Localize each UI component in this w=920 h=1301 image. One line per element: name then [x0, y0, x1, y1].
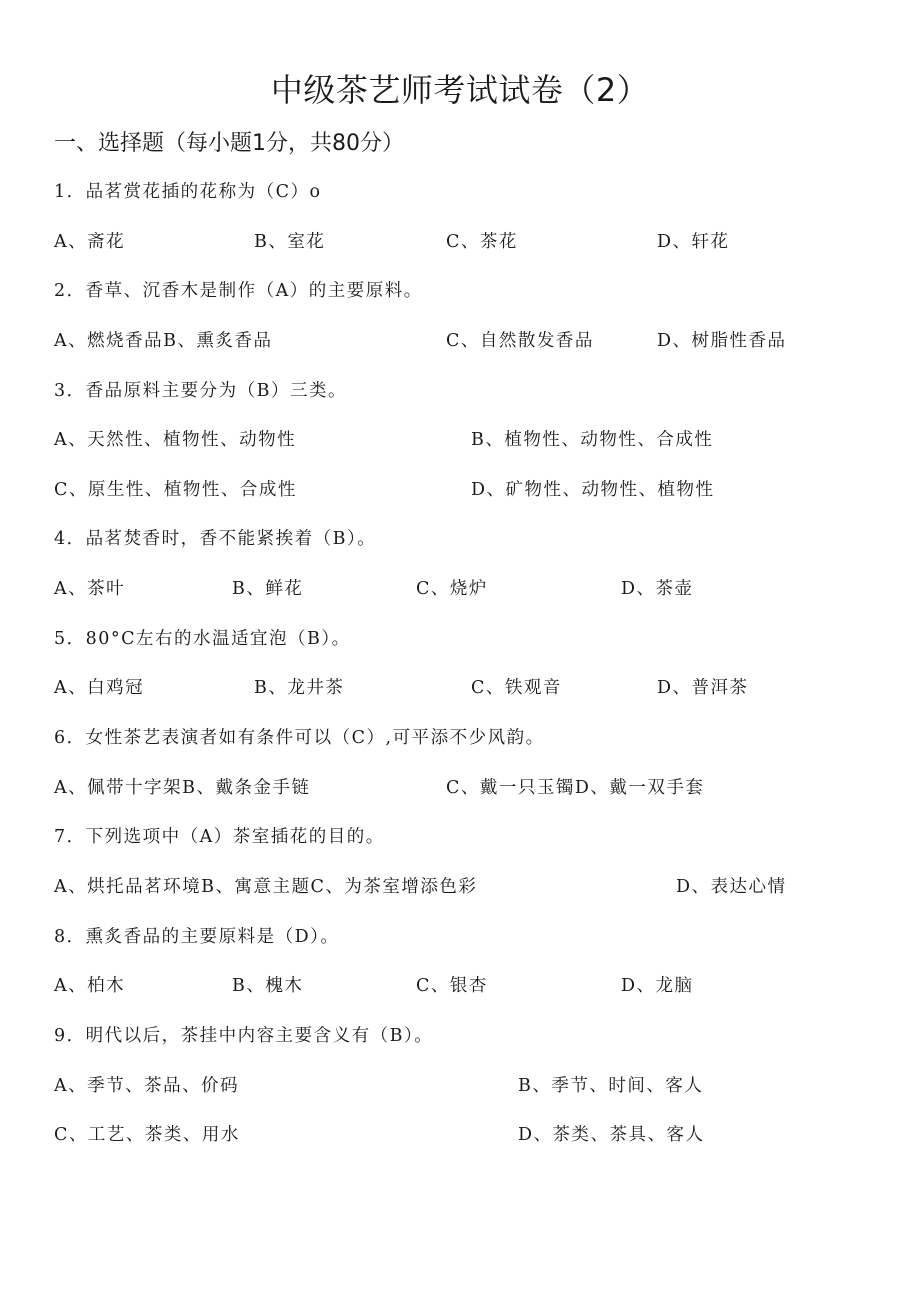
- option-d: D、树脂性香品: [657, 331, 787, 351]
- option-d: D、矿物性、动物性、植物性: [471, 480, 715, 500]
- question-4-options: [0, 571, 920, 607]
- option-d: D、茶类、茶具、客人: [518, 1125, 705, 1145]
- option-a: A、柏木: [54, 976, 126, 996]
- option-b: B、室花: [254, 232, 326, 252]
- question-stem: 3．香品原料主要分为（B）三类。: [54, 381, 347, 401]
- option-a: A、季节、茶品、价码: [54, 1076, 240, 1096]
- question-5: [0, 621, 920, 657]
- question-4: [0, 521, 920, 557]
- option-a-b-c: A、烘托品茗环境B、寓意主题C、为茶室增添色彩: [54, 877, 478, 897]
- question-stem: 2．香草、沉香木是制作（A）的主要原料。: [54, 281, 423, 301]
- question-9-options-row-2: [0, 1117, 920, 1153]
- option-d: D、普洱茶: [657, 678, 749, 698]
- question-1-options: [0, 224, 920, 260]
- option-c: C、原生性、植物性、合成性: [54, 480, 297, 500]
- question-3-options-row-2: [0, 472, 920, 508]
- question-8-options: [0, 968, 920, 1004]
- option-b: B、植物性、动物性、合成性: [471, 430, 714, 450]
- question-7-options: [0, 869, 920, 905]
- question-2-options: [0, 323, 920, 359]
- question-stem: 6．女性茶艺表演者如有条件可以（C）,可平添不少风韵。: [54, 728, 545, 748]
- option-c: C、烧炉: [416, 579, 488, 599]
- option-d: D、表达心情: [676, 877, 787, 897]
- question-stem: 5．80°C左右的水温适宜泡（B）。: [54, 629, 351, 649]
- option-a: A、茶叶: [54, 579, 126, 599]
- section-heading: 一、选择题（每小题1分，共80分）: [54, 131, 404, 156]
- option-d: D、龙脑: [621, 976, 694, 996]
- question-stem: 1．品茗赏花插的花称为（C）o: [54, 182, 322, 202]
- question-9-options-row-1: [0, 1068, 920, 1104]
- option-d: D、轩花: [657, 232, 730, 252]
- question-1: [0, 174, 920, 210]
- option-c: C、自然散发香品: [446, 331, 594, 351]
- question-3-options-row-1: [0, 422, 920, 458]
- option-c: C、铁观音: [471, 678, 562, 698]
- question-stem: 7．下列选项中（A）茶室插花的目的。: [54, 827, 385, 847]
- question-stem: 9．明代以后，茶挂中内容主要含义有（B）。: [54, 1026, 434, 1046]
- question-9: [0, 1018, 920, 1054]
- option-b: B、龙井茶: [254, 678, 345, 698]
- question-2: [0, 273, 920, 309]
- option-c: C、工艺、茶类、用水: [54, 1125, 240, 1145]
- option-c-d: C、戴一只玉镯D、戴一双手套: [446, 778, 705, 798]
- page-title: 中级茶艺师考试试卷（2）: [270, 71, 650, 109]
- option-b: B、鲜花: [232, 579, 304, 599]
- question-7: [0, 819, 920, 855]
- option-a-b: A、燃烧香品B、熏炙香品: [54, 331, 273, 351]
- option-d: D、茶壶: [621, 579, 694, 599]
- question-6-options: [0, 770, 920, 806]
- question-3: [0, 373, 920, 409]
- option-b: B、季节、时间、客人: [518, 1076, 704, 1096]
- option-c: C、银杏: [416, 976, 488, 996]
- option-a: A、斋花: [54, 232, 126, 252]
- question-8: [0, 919, 920, 955]
- option-a: A、天然性、植物性、动物性: [54, 430, 297, 450]
- question-stem: 4．品茗焚香时，香不能紧挨着（B）。: [54, 529, 377, 549]
- option-c: C、茶花: [446, 232, 518, 252]
- option-a-b: A、佩带十字架B、戴条金手链: [54, 778, 311, 798]
- question-5-options: [0, 670, 920, 706]
- question-6: [0, 720, 920, 756]
- option-b: B、槐木: [232, 976, 304, 996]
- question-stem: 8．熏炙香品的主要原料是（D）。: [54, 927, 340, 947]
- option-a: A、白鸡冠: [54, 678, 145, 698]
